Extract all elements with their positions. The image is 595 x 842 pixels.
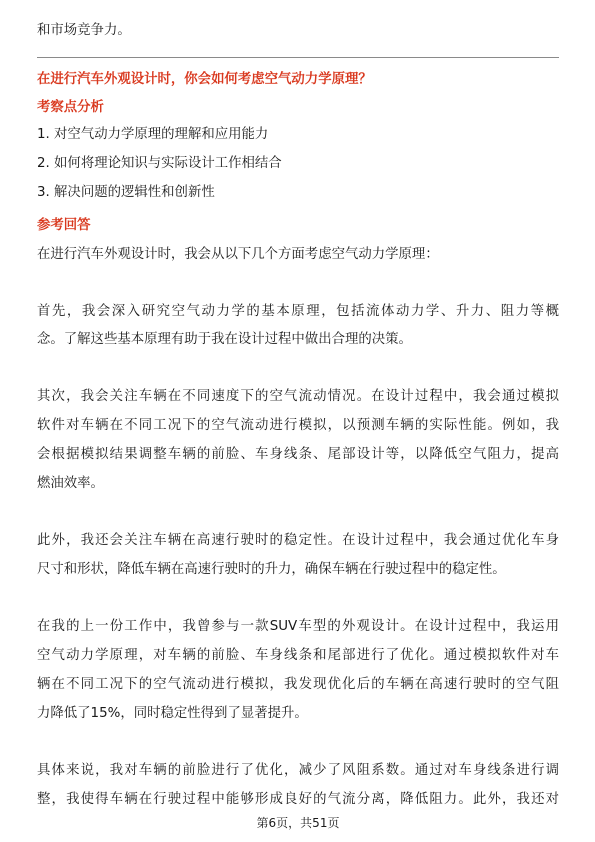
question-heading: 在进行汽车外观设计时，你会如何考虑空气动力学原理？ (37, 72, 372, 87)
answer-intro: 在进行汽车外观设计时，我会从以下几个方面考虑空气动力学原理： (37, 247, 439, 262)
paragraph-line: 此外，我还会关注车辆在高速行驶时的稳定性。在设计过程中，我会通过优化车身 (37, 533, 559, 548)
answer-heading: 参考回答 (37, 218, 91, 233)
top-fragment: 和市场竞争力。 (37, 23, 131, 38)
paragraph-line: 辆在不同工况下的空气流动进行模拟，我发现优化后的车辆在高速行驶时的空气阻 (37, 677, 559, 692)
paragraph-line: 首先，我会深入研究空气动力学的基本原理，包括流体动力学、升力、阻力等概 (37, 304, 559, 319)
paragraph-line: 会根据模拟结果调整车辆的前脸、车身线条、尾部设计等，以降低空气阻力，提高 (37, 447, 559, 462)
analysis-item: 3. 解决问题的逻辑性和创新性 (37, 185, 215, 200)
paragraph-line: 空气动力学原理，对车辆的前脸、车身线条和尾部进行了优化。通过模拟软件对车 (37, 648, 559, 663)
page-number: 第6页，共51页 (256, 816, 340, 830)
document-page (37, 0, 559, 842)
paragraph-line: 具体来说，我对车辆的前脸进行了优化，减少了风阻系数。通过对车身线条进行调 (37, 763, 559, 778)
paragraph-line: 其次，我会关注车辆在不同速度下的空气流动情况。在设计过程中，我会通过模拟 (37, 389, 559, 404)
paragraph-line: 在我的上一份工作中，我曾参与一款SUV车型的外观设计。在设计过程中，我运用 (37, 619, 559, 634)
analysis-item: 1. 对空气动力学原理的理解和应用能力 (37, 127, 269, 142)
paragraph-line: 软件对车辆在不同工况下的空气流动进行模拟，以预测车辆的实际性能。例如，我 (37, 418, 559, 433)
paragraph-line: 念。了解这些基本原理有助于我在设计过程中做出合理的决策。 (37, 332, 412, 347)
paragraph-line: 整，我使得车辆在行驶过程中能够形成良好的气流分离，降低阻力。此外，我还对 (37, 792, 559, 807)
paragraph-line: 力降低了15%，同时稳定性得到了显著提升。 (37, 706, 308, 721)
analysis-heading: 考察点分析 (37, 100, 104, 115)
paragraph-line: 燃油效率。 (37, 476, 104, 491)
divider (37, 57, 559, 58)
paragraph-line: 尺寸和形状，降低车辆在高速行驶时的升力，确保车辆在行驶过程中的稳定性。 (37, 562, 506, 577)
analysis-item: 2. 如何将理论知识与实际设计工作相结合 (37, 156, 282, 171)
